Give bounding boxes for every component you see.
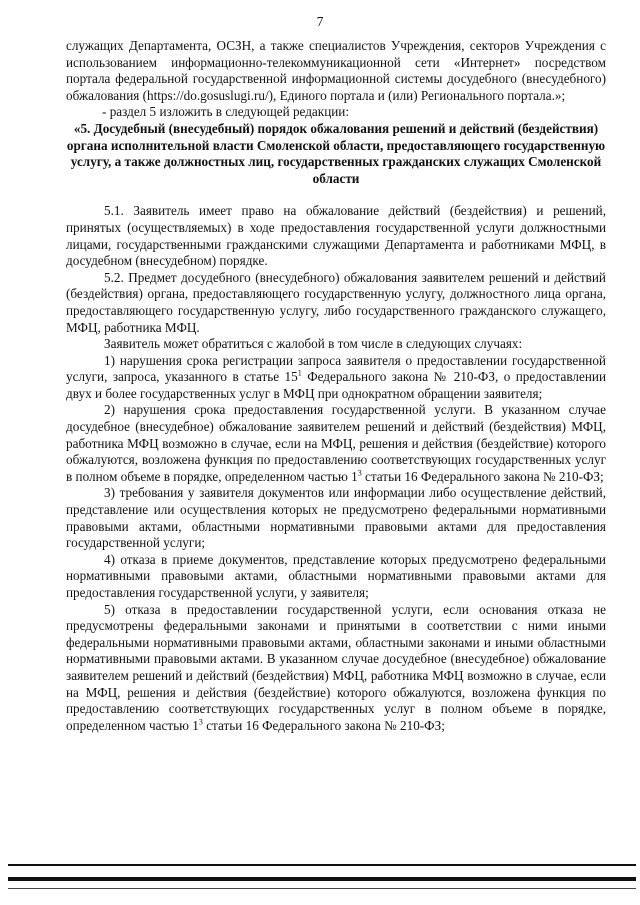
list-item-3: 3) требования у заявителя документов или информации либо осуществление действий, представление или осуществления которых не предусмотрено федеральными нормативными правовыми актами, областными нормативными правовыми актами для предоставления государственной услуги; <box>66 485 606 551</box>
list-item-5-text: 5) отказа в предоставлении государственной услуги, если основания отказа не предусмотрены федеральными законами и принятыми в соответствии с ними иными федеральными нормативными правовыми актами, областными законами и иными областными нормативными правовыми актами. В указанном случае досудебное (внесудебное) обжалование заявителем решений и действий (бездействия) МФЦ, работника МФЦ возможно в случае, если на МФЦ, решения и действия (бездействие) которого обжалуются, возложена функция по предоставлению соответствующих государственных услуг в полном объеме в порядке, определенном частью 1 <box>66 601 606 733</box>
spacer <box>66 187 606 203</box>
section-heading: «5. Досудебный (внесудебный) порядок обжалования решений и действий (бездействия) органа исполнительной власти Смоленской области, предоставляющего государственную услугу, а также должностных лиц, государственных гражданских служащих Смоленской области <box>66 120 606 186</box>
list-item-2 <box>66 402 606 485</box>
scan-border-line <box>8 877 636 881</box>
superscript: 3 <box>198 717 203 727</box>
list-item-5 <box>66 602 606 735</box>
list-item-4: 4) отказа в приеме документов, представление которых предусмотрено федеральными нормативными правовыми актами, областными нормативными правовыми актами для предоставления государственной услуги, у заявителя; <box>66 551 606 600</box>
intro-paragraph: служащих Департамента, ОСЗН, а также специалистов Учреждения, секторов Учреждения с использованием информационно-телекоммуникационной сети «Интернет» посредством портала федеральной государственной информационной системы досудебного (внесудебного) обжалования (https://do.gosuslugi.ru/), Единого портала и (или) Регионального портала.»; <box>66 38 606 103</box>
list-item-1-text-end: Федерального закона № 210-ФЗ, о предоставлении двух и более государственных услуг в МФЦ при однократном обращении заявителя; <box>66 369 606 401</box>
list-item-2-text-end: статьи 16 Федерального закона № 210-ФЗ; <box>361 468 604 484</box>
document-body <box>66 38 606 734</box>
cases-intro: Заявитель может обратиться с жалобой в том числе в следующих случаях: <box>104 336 523 352</box>
paragraph-5-1: 5.1. Заявитель имеет право на обжалование действий (бездействия) и решений, принятых (осуществляемых) в ходе предоставления государственной услуги должностными лицами, государственными гражданскими служащими Департамента и работниками МФЦ, в досудебном (внесудебном) порядке. <box>66 203 606 269</box>
paragraph-5-2: 5.2. Предмет досудебного (внесудебного) обжалования заявителем решений и действий (бездействия) органа, предоставляющего государственную услугу, должностного лица органа, предоставляющего государственную услугу, либо государственного гражданского служащего, МФЦ, работника МФЦ. <box>66 269 606 335</box>
superscript: 1 <box>297 368 302 378</box>
list-item-2-text: 2) нарушения срока предоставления государственной услуги. В указанном случае досудебное (внесудебное) обжалование заявителем решений и действий (бездействия) МФЦ, работника МФЦ возможно в случае, если на МФЦ, решения и действия (бездействие) которого обжалуются, возложена функция по предоставлению соответствующих государственных услуг в полном объеме в порядке, определенном частью 1 <box>66 402 606 484</box>
page-number: 7 <box>316 14 324 29</box>
scan-border-line <box>8 888 636 889</box>
scan-border-line <box>8 864 636 866</box>
superscript: 3 <box>357 468 362 478</box>
list-item-1-text: 1) нарушения срока регистрации запроса заявителя о предоставлении государственной услуги, запроса, указанного в статье 15 <box>66 352 606 385</box>
section-instruction: - раздел 5 изложить в следующей редакции: <box>102 104 350 120</box>
list-item-1 <box>66 353 606 403</box>
list-item-5-text-end: статьи 16 Федерального закона № 210-ФЗ; <box>202 717 445 733</box>
